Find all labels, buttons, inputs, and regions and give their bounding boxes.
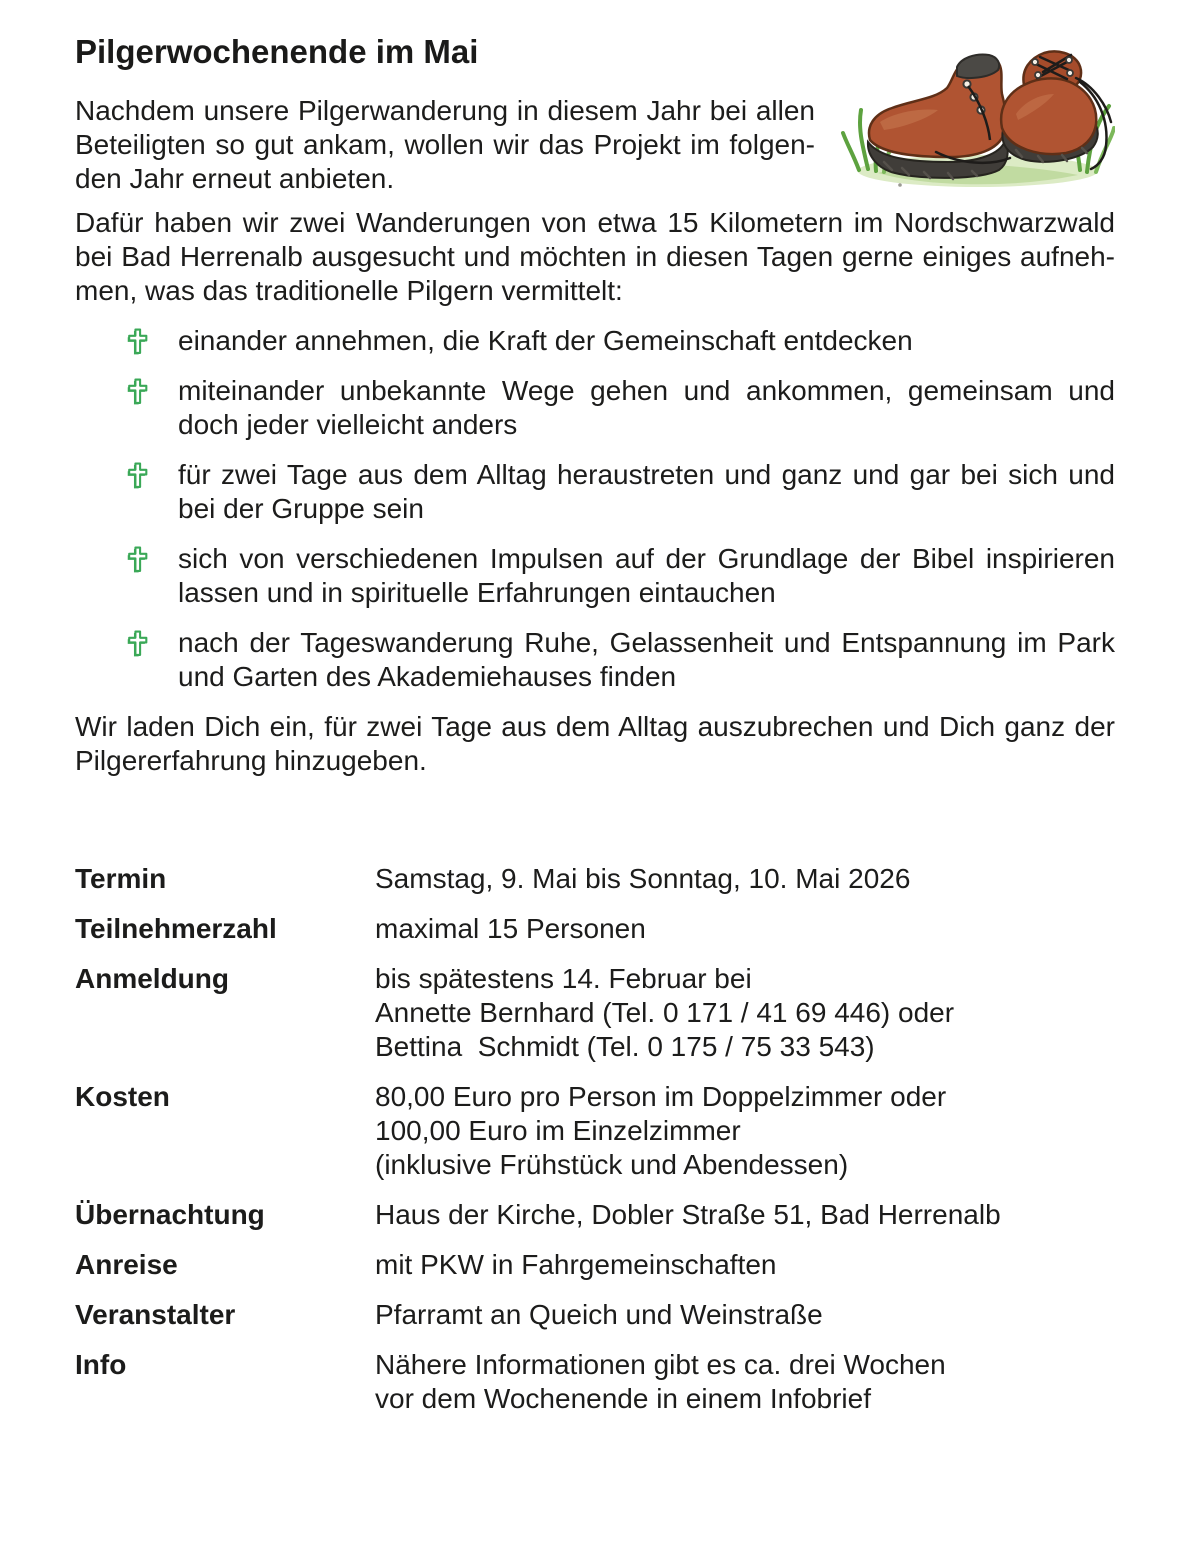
detail-value-line: (inklusive Frühstück und Abendessen) — [375, 1149, 849, 1180]
detail-label: Veranstalter — [75, 1299, 236, 1330]
detail-value-line: bis spätestens 14. Februar bei — [375, 963, 752, 994]
list-item-text: sich von verschiedenen Impulsen auf der Grundlage der Bibel inspirieren lassen und in spirituelle Erfahrungen eintauchen — [178, 543, 1115, 608]
green-cross-bullet-icon — [127, 328, 148, 355]
detail-value-line: maximal 15 Personen — [375, 913, 646, 944]
detail-value — [375, 1348, 1115, 1416]
detail-value-line: 100,00 Euro im Einzelzimmer — [375, 1115, 741, 1146]
pilgrimage-benefits-list — [75, 324, 1115, 694]
page-title: Pilgerwochenende im Mai — [75, 33, 479, 70]
list-item-text: für zwei Tage aus dem Alltag heraustreten und ganz und gar bei sich und bei der Gruppe sein — [178, 459, 1115, 524]
detail-value — [375, 1248, 1115, 1282]
list-item — [75, 324, 1115, 358]
event-details-table — [75, 862, 1115, 1416]
detail-value — [375, 1080, 1115, 1182]
detail-row-kosten — [75, 1080, 1115, 1182]
hiking-boots-illustration — [840, 22, 1115, 194]
list-item-text: nach der Tageswanderung Ruhe, Gelassenheit und Entspannung im Park und Garten des Akademiehauses finden — [178, 627, 1115, 692]
hiking-boots-image — [840, 22, 1115, 194]
detail-value-line: vor dem Wochenende in einem Infobrief — [375, 1383, 871, 1414]
detail-label: Anmeldung — [75, 963, 229, 994]
detail-row-uebernachtung — [75, 1198, 1115, 1232]
green-cross-bullet-icon — [127, 462, 148, 489]
detail-label: Kosten — [75, 1081, 170, 1112]
detail-row-veranstalter — [75, 1298, 1115, 1332]
detail-value-line: Bettina Schmidt (Tel. 0 175 / 75 33 543) — [375, 1031, 875, 1062]
detail-row-termin — [75, 862, 1115, 896]
detail-value-line: mit PKW in Fahrgemeinschaften — [375, 1249, 777, 1280]
detail-label: Übernachtung — [75, 1199, 265, 1230]
detail-label: Teilnehmerzahl — [75, 913, 277, 944]
detail-label: Termin — [75, 863, 167, 894]
list-item — [75, 458, 1115, 526]
detail-row-anmeldung — [75, 962, 1115, 1064]
list-item — [75, 542, 1115, 610]
list-item-text: miteinander unbekannte Wege gehen und ankommen, gemeinsam und doch jeder vielleicht anders — [178, 375, 1115, 440]
detail-value — [375, 912, 1115, 946]
detail-value — [375, 1298, 1115, 1332]
detail-value — [375, 1198, 1115, 1232]
detail-value-line: Annette Bernhard (Tel. 0 171 / 41 69 446) oder — [375, 997, 955, 1028]
list-item-text: einander annehmen, die Kraft der Gemeinschaft entdecken — [178, 325, 913, 356]
list-item — [75, 374, 1115, 442]
description-paragraph: Dafür haben wir zwei Wanderungen von etwa 15 Kilometern im Nordschwarzwald bei Bad Herrenalb ausgesucht und möchten in diesen Tagen gerne einiges aufnehmen, was das traditionelle Pilgern vermittelt: — [75, 207, 1115, 306]
detail-row-teilnehmerzahl — [75, 912, 1115, 946]
green-cross-bullet-icon — [127, 630, 148, 657]
green-cross-bullet-icon — [127, 546, 148, 573]
invitation-paragraph: Wir laden Dich ein, für zwei Tage aus dem Alltag auszubrechen und Dich ganz der Pilgererfahrung hinzugeben. — [75, 711, 1115, 776]
detail-value — [375, 862, 1115, 896]
detail-label: Anreise — [75, 1249, 178, 1280]
detail-label: Info — [75, 1349, 127, 1380]
detail-value-line: Pfarramt an Queich und Weinstraße — [375, 1299, 823, 1330]
detail-row-anreise — [75, 1248, 1115, 1282]
list-item — [75, 626, 1115, 694]
detail-value-line: 80,00 Euro pro Person im Doppelzimmer oder — [375, 1081, 947, 1112]
detail-value-line: Haus der Kirche, Dobler Straße 51, Bad Herrenalb — [375, 1199, 1001, 1230]
intro-paragraph: Nachdem unsere Pilgerwanderung in diesem Jahr bei allen Beteiligten so gut ankam, wollen wir das Projekt im folgenden Jahr erneut anbieten. — [75, 95, 815, 194]
detail-value — [375, 962, 1115, 1064]
detail-row-info — [75, 1348, 1115, 1416]
detail-value-line: Nähere Informationen gibt es ca. drei Wochen — [375, 1349, 946, 1380]
green-cross-bullet-icon — [127, 378, 148, 405]
detail-value-line: Samstag, 9. Mai bis Sonntag, 10. Mai 2026 — [375, 863, 911, 894]
